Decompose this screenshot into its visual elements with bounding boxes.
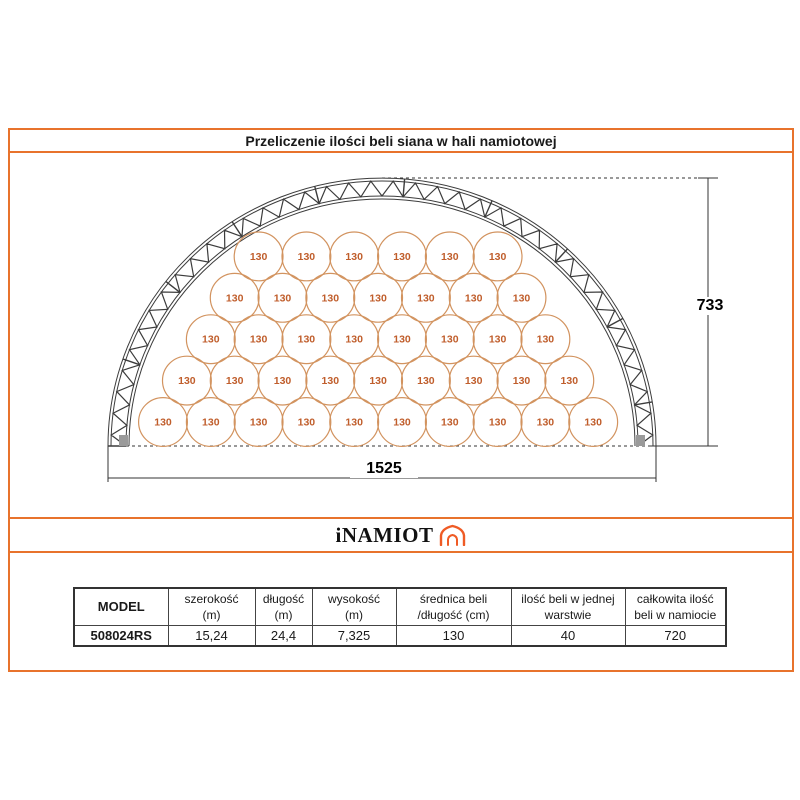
bale-label: 130 xyxy=(321,375,340,388)
bale-label: 130 xyxy=(273,292,292,305)
bale-label: 130 xyxy=(369,292,387,305)
width-dimension-label: 1525 xyxy=(350,460,418,478)
col-header-total-bales: całkowita ilość beli w namiocie xyxy=(625,588,726,626)
bale-label: 130 xyxy=(441,416,459,429)
col-header-bales-per-layer: ilość beli w jednej warstwie xyxy=(511,588,625,626)
col-header-model: MODEL xyxy=(74,588,168,626)
bale-label: 130 xyxy=(393,416,411,429)
bale-label: 130 xyxy=(249,250,268,263)
spec-table-header-row xyxy=(74,588,726,626)
bale-label: 130 xyxy=(488,333,507,346)
bale-label: 130 xyxy=(512,292,531,305)
bale-label: 130 xyxy=(464,292,483,305)
page-title: Przeliczenie ilości beli siana w hali namiotowej xyxy=(10,130,792,153)
bale-label: 130 xyxy=(345,416,363,429)
cell-total-bales: 720 xyxy=(625,626,726,647)
bale-label: 130 xyxy=(202,333,220,346)
bale-label: 130 xyxy=(154,416,172,429)
spec-table-section xyxy=(10,553,792,670)
truss-foot-right xyxy=(636,435,645,446)
cell-bale-diameter: 130 xyxy=(396,626,511,647)
cell-bales-per-layer: 40 xyxy=(511,626,625,647)
cell-width: 15,24 xyxy=(168,626,255,647)
bale-label: 130 xyxy=(297,416,316,429)
brand-logo-text: iNAMIOT xyxy=(335,522,434,547)
cell-model: 508024RS xyxy=(74,626,168,647)
cell-height: 7,325 xyxy=(312,626,396,647)
col-header-width: szerokość (m) xyxy=(168,588,255,626)
tent-icon xyxy=(438,524,467,546)
bale-label: 130 xyxy=(393,250,411,263)
bale-label: 130 xyxy=(536,333,555,346)
bale-label: 130 xyxy=(297,250,316,263)
bale-label: 130 xyxy=(225,375,244,388)
tent-cross-section-diagram xyxy=(10,153,792,517)
cell-length: 24,4 xyxy=(255,626,312,647)
bale-label: 130 xyxy=(273,375,292,388)
bale-label: 130 xyxy=(369,375,387,388)
bale-label: 130 xyxy=(178,375,196,388)
bale-label: 130 xyxy=(249,416,268,429)
bale-label: 130 xyxy=(464,375,483,388)
brand-bar xyxy=(10,517,792,553)
truss-foot-left xyxy=(119,435,128,446)
bale-label: 130 xyxy=(417,292,435,305)
bale-label: 130 xyxy=(225,292,244,305)
bale-label: 130 xyxy=(584,416,602,429)
bale-label: 130 xyxy=(202,416,220,429)
bale-label: 130 xyxy=(560,375,579,388)
content-frame xyxy=(8,128,794,672)
bale-label: 130 xyxy=(488,250,507,263)
bale-label: 130 xyxy=(249,333,268,346)
bale-label: 130 xyxy=(321,292,340,305)
bale-label: 130 xyxy=(488,416,507,429)
bale-label: 130 xyxy=(536,416,555,429)
height-dimension-label: 733 xyxy=(687,297,733,315)
bale-label: 130 xyxy=(441,250,459,263)
truss-chord xyxy=(108,178,656,446)
col-header-height: wysokość (m) xyxy=(312,588,396,626)
bale-label: 130 xyxy=(417,375,435,388)
bale-label: 130 xyxy=(393,333,411,346)
col-header-bale-diameter: średnica beli /długość (cm) xyxy=(396,588,511,626)
col-header-length: długość (m) xyxy=(255,588,312,626)
bale-label: 130 xyxy=(441,333,459,346)
bale-label: 130 xyxy=(345,250,363,263)
bale-label: 130 xyxy=(512,375,531,388)
truss-arch xyxy=(108,178,656,446)
bale-label: 130 xyxy=(297,333,316,346)
bale-label: 130 xyxy=(345,333,363,346)
spec-table xyxy=(73,587,727,647)
spec-table-data-row xyxy=(74,626,726,647)
